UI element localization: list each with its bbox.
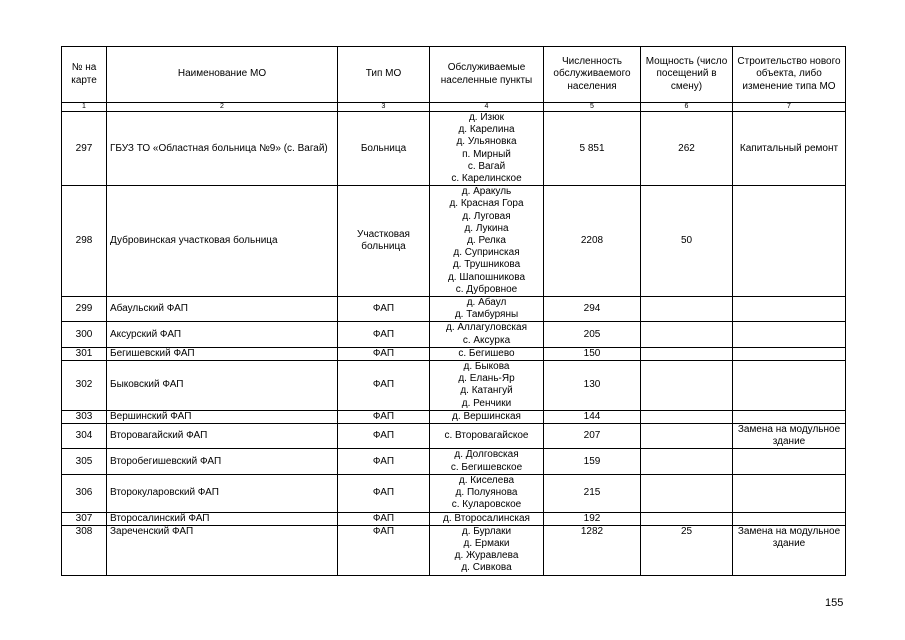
facility-type-cell: ФАП	[338, 410, 430, 423]
capacity-cell	[641, 424, 733, 449]
table-row	[62, 525, 846, 575]
column-number: 2	[107, 103, 338, 112]
population-cell: 294	[544, 297, 641, 322]
facility-name-cell: Аксурский ФАП	[107, 322, 338, 347]
places-cell: д. Аллагуловская с. Аксурка	[430, 322, 544, 347]
header-cell-places: Обслуживаемые населенные пункты	[430, 47, 544, 103]
facility-type-cell: ФАП	[338, 474, 430, 512]
population-cell: 150	[544, 347, 641, 360]
population-cell: 5 851	[544, 112, 641, 186]
construction-cell	[733, 186, 846, 297]
table-row	[62, 474, 846, 512]
facilities-table	[61, 46, 846, 576]
construction-cell	[733, 322, 846, 347]
places-cell: д. Аракуль д. Красная Гора д. Луговая д. Лукина д. Релка д. Супринская д. Трушникова д. Шапошникова с. Дубровное	[430, 186, 544, 297]
construction-cell	[733, 410, 846, 423]
capacity-cell	[641, 512, 733, 525]
places-cell: д. Вершинская	[430, 410, 544, 423]
table-row	[62, 322, 846, 347]
row-number-cell: 307	[62, 512, 107, 525]
row-number-cell: 303	[62, 410, 107, 423]
facility-type-cell: ФАП	[338, 322, 430, 347]
construction-cell	[733, 449, 846, 474]
places-cell: д. Абаул д. Тамбуряны	[430, 297, 544, 322]
population-cell: 205	[544, 322, 641, 347]
header-cell-type: Тип МО	[338, 47, 430, 103]
row-number-cell: 299	[62, 297, 107, 322]
facility-type-cell: Больница	[338, 112, 430, 186]
row-number-cell: 304	[62, 424, 107, 449]
header-cell-population: Численность обслуживаемого населения	[544, 47, 641, 103]
table-row	[62, 361, 846, 411]
table-row	[62, 424, 846, 449]
table-row	[62, 449, 846, 474]
facility-type-cell: ФАП	[338, 449, 430, 474]
column-number-row	[62, 103, 846, 112]
row-number-cell: 301	[62, 347, 107, 360]
row-number-cell: 297	[62, 112, 107, 186]
column-number: 1	[62, 103, 107, 112]
capacity-cell: 50	[641, 186, 733, 297]
facility-name-cell: Второкуларовский ФАП	[107, 474, 338, 512]
construction-cell	[733, 347, 846, 360]
construction-cell: Замена на модульное здание	[733, 525, 846, 575]
header-cell-name: Наименование МО	[107, 47, 338, 103]
places-cell: д. Изюк д. Карелина д. Ульяновка п. Мирный с. Вагай с. Карелинское	[430, 112, 544, 186]
capacity-cell	[641, 449, 733, 474]
row-number-cell: 308	[62, 525, 107, 575]
capacity-cell: 262	[641, 112, 733, 186]
facility-type-cell: ФАП	[338, 347, 430, 360]
construction-cell: Замена на модульное здание	[733, 424, 846, 449]
column-number: 7	[733, 103, 846, 112]
row-number-cell: 300	[62, 322, 107, 347]
places-cell: д. Долговская с. Бегишевское	[430, 449, 544, 474]
column-number: 3	[338, 103, 430, 112]
facility-type-cell: Участковая больница	[338, 186, 430, 297]
facility-type-cell: ФАП	[338, 361, 430, 411]
header-cell-map-number: № на карте	[62, 47, 107, 103]
places-cell: д. Киселева д. Полуянова с. Куларовское	[430, 474, 544, 512]
capacity-cell	[641, 322, 733, 347]
facility-type-cell: ФАП	[338, 424, 430, 449]
capacity-cell	[641, 347, 733, 360]
table-row	[62, 186, 846, 297]
capacity-cell	[641, 361, 733, 411]
capacity-cell	[641, 410, 733, 423]
facility-name-cell: Быковский ФАП	[107, 361, 338, 411]
table-row	[62, 512, 846, 525]
construction-cell	[733, 474, 846, 512]
capacity-cell	[641, 474, 733, 512]
table-row	[62, 112, 846, 186]
population-cell: 144	[544, 410, 641, 423]
facility-name-cell: Второсалинский ФАП	[107, 512, 338, 525]
facility-name-cell: Второвагайский ФАП	[107, 424, 338, 449]
places-cell: с. Бегишево	[430, 347, 544, 360]
row-number-cell: 306	[62, 474, 107, 512]
construction-cell: Капитальный ремонт	[733, 112, 846, 186]
page-number: 155	[825, 597, 844, 609]
facility-name-cell: Вершинский ФАП	[107, 410, 338, 423]
population-cell: 1282	[544, 525, 641, 575]
table-row	[62, 347, 846, 360]
facility-type-cell: ФАП	[338, 512, 430, 525]
construction-cell	[733, 361, 846, 411]
construction-cell	[733, 512, 846, 525]
population-cell: 159	[544, 449, 641, 474]
column-number: 6	[641, 103, 733, 112]
construction-cell	[733, 297, 846, 322]
facility-name-cell: Бегишевский ФАП	[107, 347, 338, 360]
facility-name-cell: Зареченский ФАП	[107, 525, 338, 575]
row-number-cell: 305	[62, 449, 107, 474]
population-cell: 130	[544, 361, 641, 411]
places-cell: д. Бурлаки д. Ермаки д. Журавлева д. Сивкова	[430, 525, 544, 575]
population-cell: 215	[544, 474, 641, 512]
facility-name-cell: ГБУЗ ТО «Областная больница №9» (с. Вагай)	[107, 112, 338, 186]
row-number-cell: 298	[62, 186, 107, 297]
population-cell: 207	[544, 424, 641, 449]
population-cell: 2208	[544, 186, 641, 297]
table-row	[62, 297, 846, 322]
places-cell: д. Быкова д. Елань-Яр д. Катангуй д. Ренчики	[430, 361, 544, 411]
capacity-cell: 25	[641, 525, 733, 575]
column-number: 5	[544, 103, 641, 112]
population-cell: 192	[544, 512, 641, 525]
header-cell-construction: Строительство нового объекта, либо изменение типа МО	[733, 47, 846, 103]
row-number-cell: 302	[62, 361, 107, 411]
facility-type-cell: ФАП	[338, 297, 430, 322]
capacity-cell	[641, 297, 733, 322]
column-number: 4	[430, 103, 544, 112]
facility-name-cell: Второбегишевский ФАП	[107, 449, 338, 474]
facility-name-cell: Абаульский ФАП	[107, 297, 338, 322]
places-cell: д. Второсалинская	[430, 512, 544, 525]
places-cell: с. Второвагайское	[430, 424, 544, 449]
table-row	[62, 410, 846, 423]
header-cell-capacity: Мощность (число посещений в смену)	[641, 47, 733, 103]
header-row	[62, 47, 846, 103]
facility-type-cell: ФАП	[338, 525, 430, 575]
facility-name-cell: Дубровинская участковая больница	[107, 186, 338, 297]
